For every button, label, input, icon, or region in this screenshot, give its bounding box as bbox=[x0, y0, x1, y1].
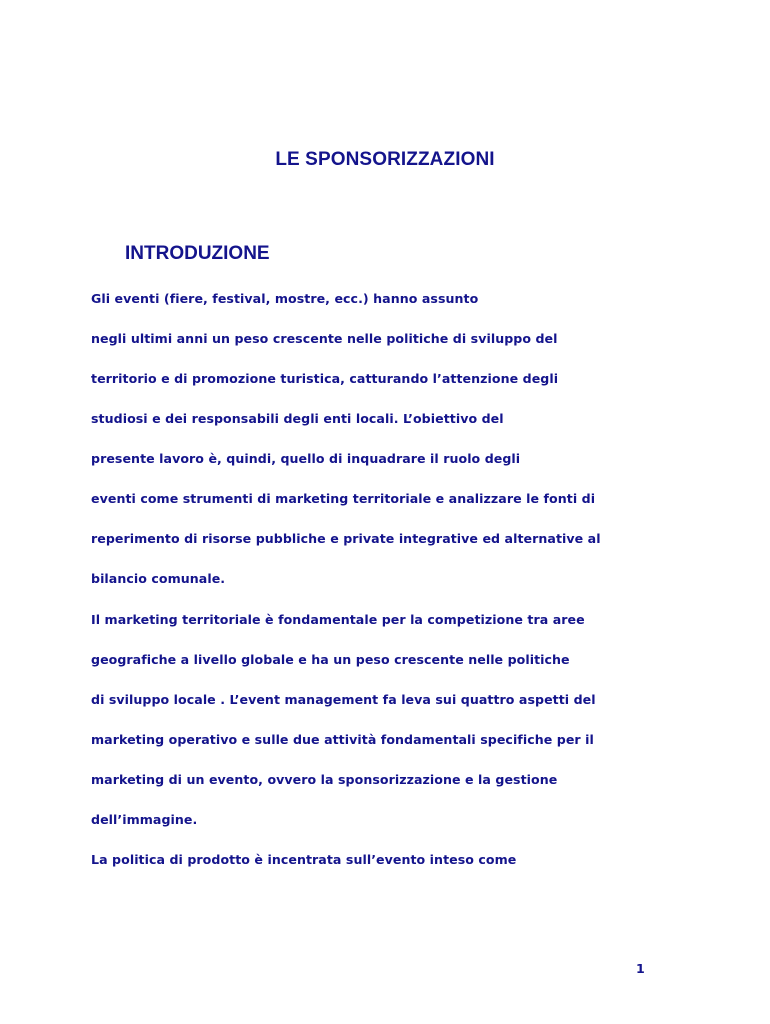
body-line: marketing di un evento, ovvero la sponsorizzazione e la gestione bbox=[91, 772, 558, 787]
body-line: eventi come strumenti di marketing territoriale e analizzare le fonti di bbox=[91, 491, 596, 506]
body-line: di sviluppo locale . L’event management fa leva sui quattro aspetti del bbox=[91, 692, 596, 707]
page-number: 1 bbox=[636, 961, 645, 976]
section-heading: INTRODUZIONE bbox=[125, 243, 270, 264]
body-line: Gli eventi (fiere, festival, mostre, ecc.) hanno assunto bbox=[91, 291, 479, 306]
body-line: territorio e di promozione turistica, catturando l’attenzione degli bbox=[91, 371, 559, 386]
body-line: negli ultimi anni un peso crescente nelle politiche di sviluppo del bbox=[91, 331, 558, 346]
body-line: studiosi e dei responsabili degli enti locali. L’obiettivo del bbox=[91, 411, 504, 426]
body-line: reperimento di risorse pubbliche e private integrative ed alternative al bbox=[91, 531, 601, 546]
body-line: Il marketing territoriale è fondamentale per la competizione tra aree bbox=[91, 612, 585, 627]
body-line: geografiche a livello globale e ha un peso crescente nelle politiche bbox=[91, 652, 570, 667]
body-line: bilancio comunale. bbox=[91, 571, 226, 586]
body-line: La politica di prodotto è incentrata sull’evento inteso come bbox=[91, 852, 517, 867]
body-line: presente lavoro è, quindi, quello di inquadrare il ruolo degli bbox=[91, 451, 521, 466]
body-line: marketing operativo e sulle due attività fondamentali specifiche per il bbox=[91, 732, 594, 747]
document-title: LE SPONSORIZZAZIONI bbox=[275, 149, 495, 170]
body-line: dell’immagine. bbox=[91, 812, 198, 827]
